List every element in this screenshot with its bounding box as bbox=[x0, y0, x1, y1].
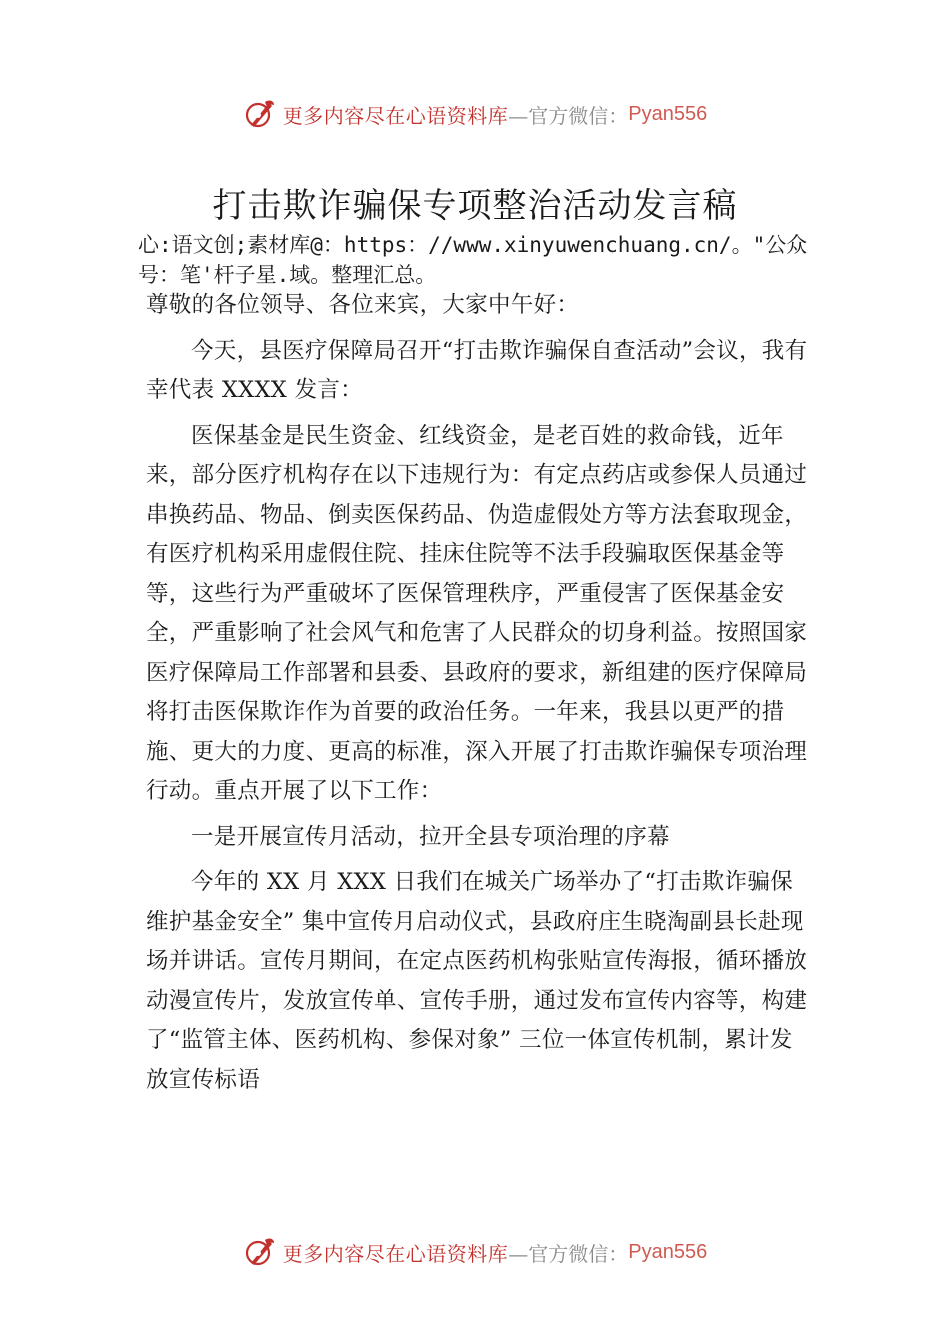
watermark-wechat-id: Pyan556 bbox=[628, 1240, 708, 1263]
watermark-text: 更多内容尽在心语资料库 bbox=[282, 1241, 509, 1266]
section-heading: 一是开展宣传月活动，拉开全县专项治理的序幕 bbox=[191, 823, 670, 850]
quill-logo-icon bbox=[243, 1235, 277, 1269]
document-body bbox=[146, 286, 814, 1100]
paragraph: 今年的 XX 月 XXX 日我们在城关广场举办了“打击欺诈骗保 维护基金安全” 集中宣传月启动仪式，县政府庄生晓淘副县长赴现场并讲话。宣传月期间，在定点医药机构张贴宣传海报，循环播放动漫宣传片，发放宣传单、宣传手册，通过发布宣传内容等，构建了“监管主体、医药机构、参保对象” 三位一体宣传机制，累计发放宣传标语 bbox=[146, 869, 808, 1093]
paragraph: 医保基金是民生资金、红线资金，是老百姓的救命钱，近年来，部分医疗机构存在以下违规行为：有定点药店或参保人员通过串换药品、物品、倒卖医保药品、伪造虚假处方等方法套取现金，有医疗机构采用虚假住院、挂床住院等不法手段骗取医保基金等等，这些行为严重破坏了医保管理秩序，严重侵害了医保基金安全，严重影响了社会风气和危害了人民群众的切身利益。按照国家医疗保障局工作部署和县委、县政府的要求，新组建的医疗保障局将打击医保欺诈作为首要的政治任务。一年来，我县以更严的措施、更大的力度、更高的标准，深入开展了打击欺诈骗保专项治理行动。重点开展了以下工作： bbox=[146, 422, 808, 804]
watermark-text: 更多内容尽在心语资料库 bbox=[282, 103, 509, 128]
footer-watermark bbox=[0, 1232, 950, 1272]
paragraph: 今天，县医疗保障局召开“打击欺诈骗保自查活动”会议，我有幸代表 XXXX 发言： bbox=[146, 337, 808, 403]
document-title: 打击欺诈骗保专项整治活动发言稿 bbox=[212, 186, 738, 226]
source-note: 心:语文创;素材库@：https：//www.xinyuwenchuang.cn/。"公众号：笔'杆子星.域。整理汇总。 bbox=[138, 233, 808, 287]
watermark-separator: —官方微信： bbox=[508, 1241, 629, 1266]
watermark-wechat-id: Pyan556 bbox=[628, 102, 708, 125]
header-watermark bbox=[0, 94, 950, 134]
quill-logo-icon bbox=[243, 97, 277, 131]
salutation: 尊敬的各位领导、各位来宾，大家中午好： bbox=[146, 292, 580, 318]
watermark-separator: —官方微信： bbox=[508, 103, 629, 128]
